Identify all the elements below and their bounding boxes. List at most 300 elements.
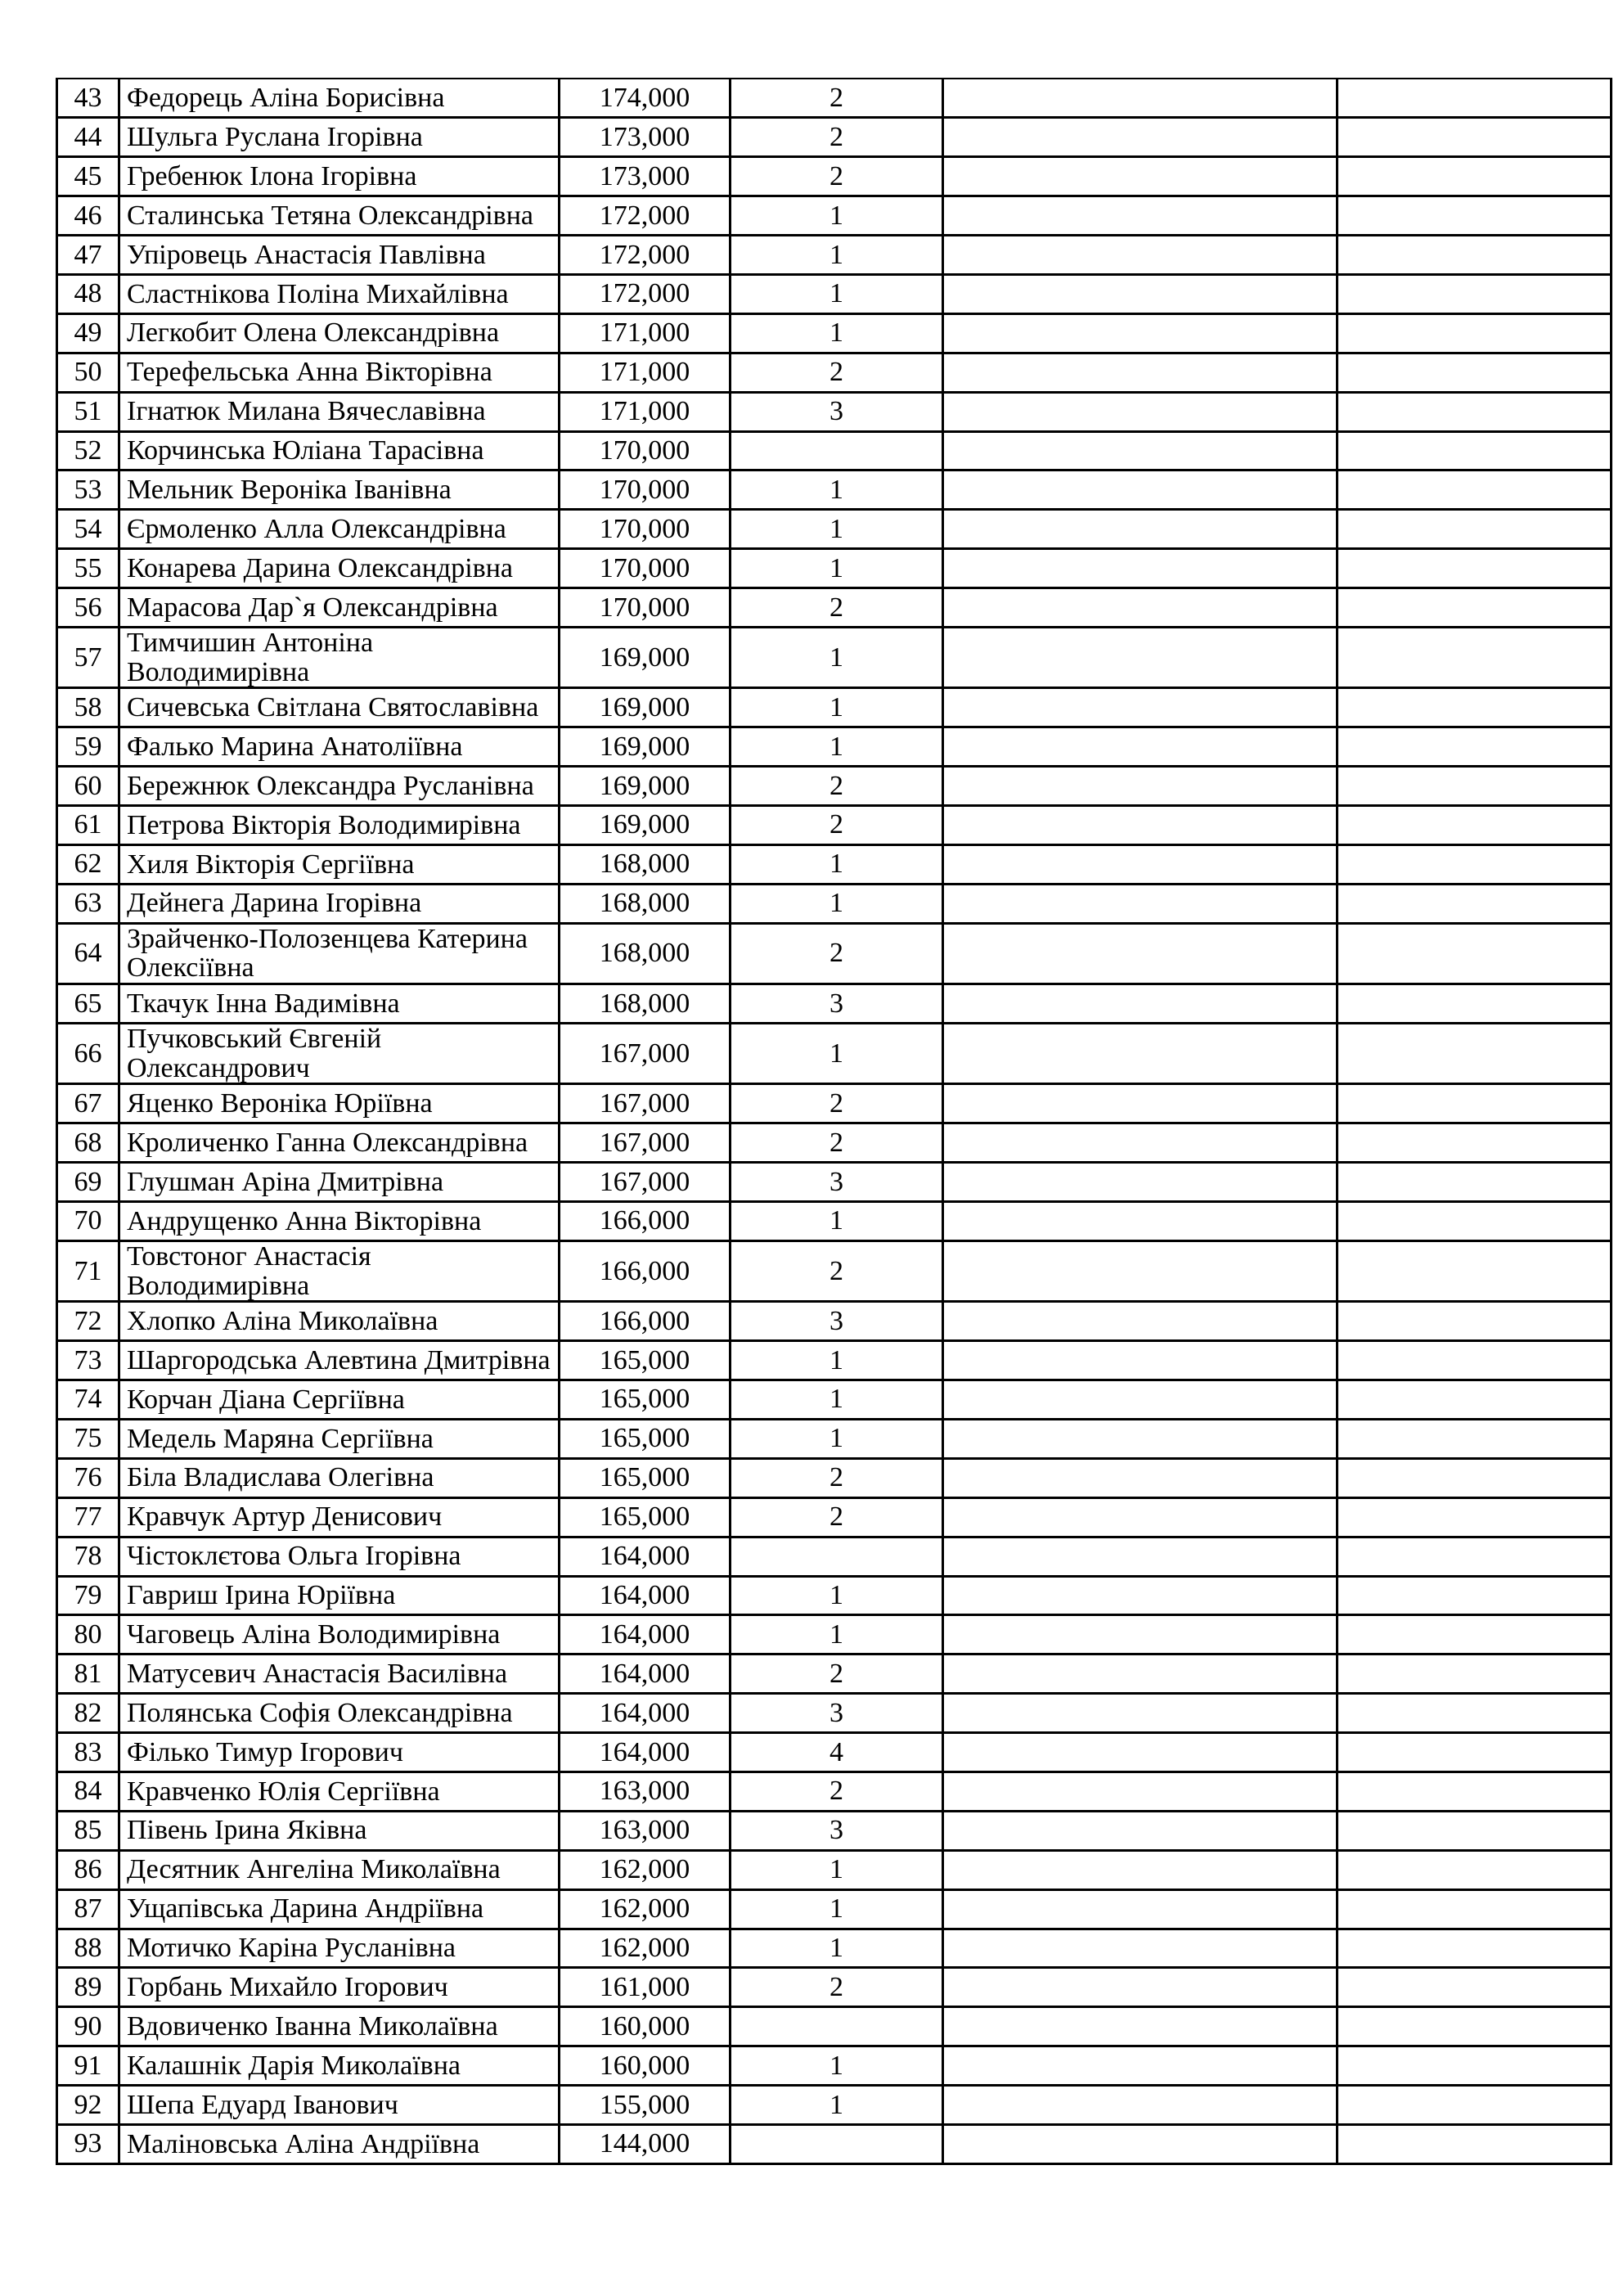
empty-cell bbox=[943, 1772, 1338, 1811]
empty-cell bbox=[943, 392, 1338, 431]
table-row bbox=[57, 1419, 1612, 1458]
empty-cell bbox=[943, 1733, 1338, 1772]
table-row bbox=[57, 588, 1612, 628]
priority-value: 2 bbox=[731, 1968, 943, 2007]
empty-cell bbox=[1338, 392, 1612, 431]
priority-value: 3 bbox=[731, 984, 943, 1024]
empty-cell bbox=[943, 510, 1338, 549]
priority-value: 1 bbox=[731, 688, 943, 727]
empty-cell bbox=[943, 1123, 1338, 1163]
priority-value: 1 bbox=[731, 1380, 943, 1420]
empty-cell bbox=[943, 79, 1338, 118]
empty-cell bbox=[943, 1380, 1338, 1420]
competition-score: 168,000 bbox=[560, 844, 731, 884]
priority-value: 1 bbox=[731, 1576, 943, 1615]
empty-cell bbox=[1338, 1202, 1612, 1241]
table-row bbox=[57, 627, 1612, 687]
row-number: 73 bbox=[57, 1341, 119, 1380]
empty-cell bbox=[1338, 431, 1612, 470]
competition-score: 169,000 bbox=[560, 688, 731, 727]
empty-cell bbox=[1338, 984, 1612, 1024]
row-number: 70 bbox=[57, 1202, 119, 1241]
table-row bbox=[57, 1302, 1612, 1341]
row-number: 81 bbox=[57, 1654, 119, 1694]
empty-cell bbox=[1338, 2124, 1612, 2163]
row-number: 84 bbox=[57, 1772, 119, 1811]
applicant-name: Ткачук Інна Вадимівна bbox=[119, 984, 560, 1024]
applicant-name: Матусевич Анастасія Василівна bbox=[119, 1654, 560, 1694]
applicant-name: Гребенюк Ілона Ігорівна bbox=[119, 157, 560, 196]
competition-score: 165,000 bbox=[560, 1380, 731, 1420]
priority-value bbox=[731, 2007, 943, 2046]
competition-score: 162,000 bbox=[560, 1889, 731, 1929]
row-number: 59 bbox=[57, 727, 119, 767]
priority-value: 1 bbox=[731, 313, 943, 353]
row-number: 62 bbox=[57, 844, 119, 884]
table-row bbox=[57, 157, 1612, 196]
row-number: 92 bbox=[57, 2086, 119, 2125]
competition-score: 165,000 bbox=[560, 1458, 731, 1497]
priority-value: 3 bbox=[731, 392, 943, 431]
empty-cell bbox=[943, 2046, 1338, 2086]
table-row bbox=[57, 2124, 1612, 2163]
table-row bbox=[57, 79, 1612, 118]
competition-score: 172,000 bbox=[560, 196, 731, 236]
empty-cell bbox=[1338, 510, 1612, 549]
priority-value: 1 bbox=[731, 1419, 943, 1458]
row-number: 87 bbox=[57, 1889, 119, 1929]
row-number: 80 bbox=[57, 1615, 119, 1654]
empty-cell bbox=[1338, 1240, 1612, 1301]
empty-cell bbox=[1338, 118, 1612, 157]
priority-value: 3 bbox=[731, 1163, 943, 1202]
competition-score: 171,000 bbox=[560, 392, 731, 431]
table-row bbox=[57, 1811, 1612, 1850]
row-number: 74 bbox=[57, 1380, 119, 1420]
competition-score: 172,000 bbox=[560, 274, 731, 313]
table-row bbox=[57, 1023, 1612, 1083]
empty-cell bbox=[943, 1811, 1338, 1850]
applicant-name: Упіровець Анастасія Павлівна bbox=[119, 236, 560, 275]
row-number: 72 bbox=[57, 1302, 119, 1341]
row-number: 61 bbox=[57, 806, 119, 845]
empty-cell bbox=[1338, 157, 1612, 196]
row-number: 57 bbox=[57, 627, 119, 687]
empty-cell bbox=[943, 1341, 1338, 1380]
row-number: 49 bbox=[57, 313, 119, 353]
empty-cell bbox=[943, 236, 1338, 275]
empty-cell bbox=[943, 1419, 1338, 1458]
competition-score: 171,000 bbox=[560, 313, 731, 353]
table-row bbox=[57, 1968, 1612, 2007]
competition-score: 170,000 bbox=[560, 588, 731, 628]
empty-cell bbox=[943, 1850, 1338, 1889]
priority-value: 2 bbox=[731, 1084, 943, 1123]
applicant-name: Чістоклєтова Ольга Ігорівна bbox=[119, 1537, 560, 1576]
priority-value bbox=[731, 431, 943, 470]
applicant-name: Сталинська Тетяна Олександрівна bbox=[119, 196, 560, 236]
row-number: 65 bbox=[57, 984, 119, 1024]
empty-cell bbox=[943, 2124, 1338, 2163]
table-row bbox=[57, 1202, 1612, 1241]
applicant-name: Легкобит Олена Олександрівна bbox=[119, 313, 560, 353]
applicant-name: Петрова Вікторія Володимирівна bbox=[119, 806, 560, 845]
competition-score: 169,000 bbox=[560, 627, 731, 687]
empty-cell bbox=[1338, 844, 1612, 884]
empty-cell bbox=[943, 1458, 1338, 1497]
empty-cell bbox=[943, 118, 1338, 157]
empty-cell bbox=[943, 1576, 1338, 1615]
priority-value: 1 bbox=[731, 627, 943, 687]
row-number: 52 bbox=[57, 431, 119, 470]
competition-score: 164,000 bbox=[560, 1694, 731, 1733]
competition-score: 171,000 bbox=[560, 353, 731, 392]
table-row bbox=[57, 1497, 1612, 1537]
empty-cell bbox=[1338, 1419, 1612, 1458]
row-number: 88 bbox=[57, 1929, 119, 1968]
row-number: 56 bbox=[57, 588, 119, 628]
priority-value: 1 bbox=[731, 196, 943, 236]
empty-cell bbox=[1338, 1694, 1612, 1733]
table-row bbox=[57, 1733, 1612, 1772]
empty-cell bbox=[943, 1929, 1338, 1968]
row-number: 90 bbox=[57, 2007, 119, 2046]
empty-cell bbox=[943, 627, 1338, 687]
empty-cell bbox=[1338, 1123, 1612, 1163]
row-number: 76 bbox=[57, 1458, 119, 1497]
empty-cell bbox=[1338, 1497, 1612, 1537]
applicant-name: Кравчук Артур Денисович bbox=[119, 1497, 560, 1537]
table-row bbox=[57, 313, 1612, 353]
empty-cell bbox=[943, 1537, 1338, 1576]
empty-cell bbox=[943, 1302, 1338, 1341]
table-row bbox=[57, 2007, 1612, 2046]
priority-value: 3 bbox=[731, 1302, 943, 1341]
empty-cell bbox=[1338, 1772, 1612, 1811]
table-row bbox=[57, 727, 1612, 767]
table-row bbox=[57, 884, 1612, 923]
row-number: 75 bbox=[57, 1419, 119, 1458]
applicant-name: Єрмоленко Алла Олександрівна bbox=[119, 510, 560, 549]
row-number: 47 bbox=[57, 236, 119, 275]
priority-value: 2 bbox=[731, 588, 943, 628]
table-row bbox=[57, 923, 1612, 984]
empty-cell bbox=[1338, 1302, 1612, 1341]
empty-cell bbox=[1338, 1023, 1612, 1083]
priority-value: 2 bbox=[731, 1654, 943, 1694]
priority-value: 2 bbox=[731, 157, 943, 196]
competition-score: 170,000 bbox=[560, 549, 731, 588]
empty-cell bbox=[1338, 2046, 1612, 2086]
empty-cell bbox=[943, 1615, 1338, 1654]
table-row bbox=[57, 236, 1612, 275]
table-row bbox=[57, 118, 1612, 157]
empty-cell bbox=[943, 1497, 1338, 1537]
empty-cell bbox=[943, 884, 1338, 923]
competition-score: 164,000 bbox=[560, 1733, 731, 1772]
table-row bbox=[57, 767, 1612, 806]
empty-cell bbox=[943, 2007, 1338, 2046]
empty-cell bbox=[1338, 923, 1612, 984]
applicant-name: Медель Маряна Сергіївна bbox=[119, 1419, 560, 1458]
row-number: 58 bbox=[57, 688, 119, 727]
competition-score: 162,000 bbox=[560, 1929, 731, 1968]
row-number: 89 bbox=[57, 1968, 119, 2007]
table-row bbox=[57, 806, 1612, 845]
empty-cell bbox=[1338, 79, 1612, 118]
table-row bbox=[57, 1850, 1612, 1889]
empty-cell bbox=[1338, 236, 1612, 275]
competition-score: 167,000 bbox=[560, 1163, 731, 1202]
competition-score: 169,000 bbox=[560, 767, 731, 806]
empty-cell bbox=[943, 1084, 1338, 1123]
empty-cell bbox=[943, 470, 1338, 510]
empty-cell bbox=[1338, 1850, 1612, 1889]
table-row bbox=[57, 1240, 1612, 1301]
competition-score: 160,000 bbox=[560, 2007, 731, 2046]
priority-value: 2 bbox=[731, 118, 943, 157]
applicant-name: Терефельська Анна Вікторівна bbox=[119, 353, 560, 392]
priority-value bbox=[731, 2124, 943, 2163]
row-number: 79 bbox=[57, 1576, 119, 1615]
priority-value: 1 bbox=[731, 1341, 943, 1380]
row-number: 60 bbox=[57, 767, 119, 806]
priority-value: 2 bbox=[731, 79, 943, 118]
priority-value: 1 bbox=[731, 510, 943, 549]
empty-cell bbox=[1338, 627, 1612, 687]
priority-value: 1 bbox=[731, 1889, 943, 1929]
empty-cell bbox=[943, 767, 1338, 806]
applicant-name: Хлопко Аліна Миколаївна bbox=[119, 1302, 560, 1341]
competition-score: 170,000 bbox=[560, 431, 731, 470]
row-number: 68 bbox=[57, 1123, 119, 1163]
priority-value: 1 bbox=[731, 1929, 943, 1968]
row-number: 66 bbox=[57, 1023, 119, 1083]
competition-score: 166,000 bbox=[560, 1240, 731, 1301]
table-row bbox=[57, 1772, 1612, 1811]
empty-cell bbox=[943, 353, 1338, 392]
applicant-name: Біла Владислава Олегівна bbox=[119, 1458, 560, 1497]
empty-cell bbox=[1338, 353, 1612, 392]
priority-value bbox=[731, 1537, 943, 1576]
empty-cell bbox=[943, 1202, 1338, 1241]
applicant-name: Чаговець Аліна Володимирівна bbox=[119, 1615, 560, 1654]
applicant-name: Корчан Діана Сергіївна bbox=[119, 1380, 560, 1420]
applicant-name: Калашнік Дарія Миколаївна bbox=[119, 2046, 560, 2086]
competition-score: 164,000 bbox=[560, 1654, 731, 1694]
row-number: 93 bbox=[57, 2124, 119, 2163]
applicant-name: Півень Ірина Яківна bbox=[119, 1811, 560, 1850]
priority-value: 2 bbox=[731, 1497, 943, 1537]
applicant-name: Шаргородська Алевтина Дмитрівна bbox=[119, 1341, 560, 1380]
applicant-name: Товстоног Анастасія Володимирівна bbox=[119, 1240, 560, 1301]
table-row bbox=[57, 392, 1612, 431]
empty-cell bbox=[1338, 1341, 1612, 1380]
row-number: 63 bbox=[57, 884, 119, 923]
applicant-name: Десятник Ангеліна Миколаївна bbox=[119, 1850, 560, 1889]
table-row bbox=[57, 196, 1612, 236]
priority-value: 1 bbox=[731, 1850, 943, 1889]
empty-cell bbox=[1338, 1163, 1612, 1202]
empty-cell bbox=[1338, 1733, 1612, 1772]
applicant-name: Сичевська Світлана Святославівна bbox=[119, 688, 560, 727]
competition-score: 168,000 bbox=[560, 984, 731, 1024]
table-row bbox=[57, 2086, 1612, 2125]
empty-cell bbox=[943, 274, 1338, 313]
priority-value: 4 bbox=[731, 1733, 943, 1772]
applicant-name: Конарева Дарина Олександрівна bbox=[119, 549, 560, 588]
empty-cell bbox=[1338, 1458, 1612, 1497]
priority-value: 3 bbox=[731, 1694, 943, 1733]
applicant-name: Горбань Михайло Ігорович bbox=[119, 1968, 560, 2007]
competition-score: 164,000 bbox=[560, 1537, 731, 1576]
priority-value: 1 bbox=[731, 2086, 943, 2125]
priority-value: 1 bbox=[731, 884, 943, 923]
competition-score: 165,000 bbox=[560, 1497, 731, 1537]
priority-value: 3 bbox=[731, 1811, 943, 1850]
competition-score: 164,000 bbox=[560, 1615, 731, 1654]
empty-cell bbox=[943, 923, 1338, 984]
empty-cell bbox=[943, 1889, 1338, 1929]
empty-cell bbox=[1338, 1537, 1612, 1576]
row-number: 64 bbox=[57, 923, 119, 984]
applicant-name: Філько Тимур Ігорович bbox=[119, 1733, 560, 1772]
competition-score: 170,000 bbox=[560, 470, 731, 510]
empty-cell bbox=[1338, 1380, 1612, 1420]
applicant-name: Кроличенко Ганна Олександрівна bbox=[119, 1123, 560, 1163]
competition-score: 173,000 bbox=[560, 118, 731, 157]
table-row bbox=[57, 844, 1612, 884]
applicant-name: Корчинська Юліана Тарасівна bbox=[119, 431, 560, 470]
row-number: 91 bbox=[57, 2046, 119, 2086]
table-row bbox=[57, 1458, 1612, 1497]
table-row bbox=[57, 274, 1612, 313]
competition-score: 173,000 bbox=[560, 157, 731, 196]
empty-cell bbox=[1338, 1929, 1612, 1968]
competition-score: 144,000 bbox=[560, 2124, 731, 2163]
competition-score: 161,000 bbox=[560, 1968, 731, 2007]
table-row bbox=[57, 549, 1612, 588]
applicant-name: Зрайченко-Полозенцева Катерина Олексіївна bbox=[119, 923, 560, 984]
applicant-name: Маліновська Аліна Андріївна bbox=[119, 2124, 560, 2163]
empty-cell bbox=[943, 806, 1338, 845]
row-number: 77 bbox=[57, 1497, 119, 1537]
row-number: 45 bbox=[57, 157, 119, 196]
empty-cell bbox=[943, 1163, 1338, 1202]
empty-cell bbox=[1338, 313, 1612, 353]
applicant-name: Марасова Дар`я Олександрівна bbox=[119, 588, 560, 628]
empty-cell bbox=[943, 727, 1338, 767]
priority-value: 1 bbox=[731, 1023, 943, 1083]
empty-cell bbox=[943, 1240, 1338, 1301]
empty-cell bbox=[1338, 549, 1612, 588]
applicant-name: Мельник Вероніка Іванівна bbox=[119, 470, 560, 510]
row-number: 48 bbox=[57, 274, 119, 313]
row-number: 44 bbox=[57, 118, 119, 157]
applicant-name: Дейнега Дарина Ігорівна bbox=[119, 884, 560, 923]
priority-value: 2 bbox=[731, 353, 943, 392]
empty-cell bbox=[943, 1654, 1338, 1694]
table-row bbox=[57, 1341, 1612, 1380]
row-number: 71 bbox=[57, 1240, 119, 1301]
priority-value: 1 bbox=[731, 1615, 943, 1654]
applicant-name: Сластнікова Поліна Михайлівна bbox=[119, 274, 560, 313]
row-number: 53 bbox=[57, 470, 119, 510]
empty-cell bbox=[1338, 196, 1612, 236]
competition-score: 172,000 bbox=[560, 236, 731, 275]
competition-score: 166,000 bbox=[560, 1202, 731, 1241]
priority-value: 2 bbox=[731, 767, 943, 806]
priority-value: 1 bbox=[731, 236, 943, 275]
table-row bbox=[57, 688, 1612, 727]
row-number: 85 bbox=[57, 1811, 119, 1850]
competition-score: 169,000 bbox=[560, 727, 731, 767]
table-row bbox=[57, 1537, 1612, 1576]
row-number: 54 bbox=[57, 510, 119, 549]
applicant-name: Ущапівська Дарина Андріївна bbox=[119, 1889, 560, 1929]
table-row bbox=[57, 1123, 1612, 1163]
empty-cell bbox=[1338, 588, 1612, 628]
empty-cell bbox=[1338, 1576, 1612, 1615]
competition-score: 162,000 bbox=[560, 1850, 731, 1889]
table-row bbox=[57, 1654, 1612, 1694]
row-number: 43 bbox=[57, 79, 119, 118]
applicant-name: Мотичко Каріна Русланівна bbox=[119, 1929, 560, 1968]
empty-cell bbox=[1338, 767, 1612, 806]
empty-cell bbox=[1338, 1889, 1612, 1929]
competition-score: 166,000 bbox=[560, 1302, 731, 1341]
applicant-name: Кравченко Юлія Сергіївна bbox=[119, 1772, 560, 1811]
table-row bbox=[57, 1576, 1612, 1615]
priority-value: 2 bbox=[731, 1458, 943, 1497]
competition-score: 164,000 bbox=[560, 1576, 731, 1615]
competition-score: 169,000 bbox=[560, 806, 731, 845]
row-number: 83 bbox=[57, 1733, 119, 1772]
applicant-name: Тимчишин Антоніна Володимирівна bbox=[119, 627, 560, 687]
applicant-name: Бережнюк Олександра Русланівна bbox=[119, 767, 560, 806]
applicant-name: Фалько Марина Анатоліївна bbox=[119, 727, 560, 767]
applicant-name: Пучковський Євгеній Олександрович bbox=[119, 1023, 560, 1083]
empty-cell bbox=[1338, 2086, 1612, 2125]
competition-score: 165,000 bbox=[560, 1419, 731, 1458]
table-row bbox=[57, 1929, 1612, 1968]
table-row bbox=[57, 1615, 1612, 1654]
priority-value: 2 bbox=[731, 806, 943, 845]
row-number: 69 bbox=[57, 1163, 119, 1202]
table-row bbox=[57, 1694, 1612, 1733]
row-number: 86 bbox=[57, 1850, 119, 1889]
empty-cell bbox=[1338, 1615, 1612, 1654]
table-row bbox=[57, 1084, 1612, 1123]
empty-cell bbox=[1338, 884, 1612, 923]
applicant-name: Глушман Аріна Дмитрівна bbox=[119, 1163, 560, 1202]
empty-cell bbox=[943, 157, 1338, 196]
priority-value: 1 bbox=[731, 1202, 943, 1241]
competition-score: 168,000 bbox=[560, 923, 731, 984]
priority-value: 2 bbox=[731, 1772, 943, 1811]
empty-cell bbox=[1338, 1968, 1612, 2007]
empty-cell bbox=[943, 844, 1338, 884]
table-body bbox=[57, 79, 1612, 2163]
table-row bbox=[57, 1380, 1612, 1420]
applicant-name: Ігнатюк Милана Вячеславівна bbox=[119, 392, 560, 431]
row-number: 46 bbox=[57, 196, 119, 236]
applicant-name: Яценко Вероніка Юріївна bbox=[119, 1084, 560, 1123]
applicant-name: Полянська Софія Олександрівна bbox=[119, 1694, 560, 1733]
table-row bbox=[57, 1163, 1612, 1202]
competition-score: 160,000 bbox=[560, 2046, 731, 2086]
applicant-name: Федорець Аліна Борисівна bbox=[119, 79, 560, 118]
